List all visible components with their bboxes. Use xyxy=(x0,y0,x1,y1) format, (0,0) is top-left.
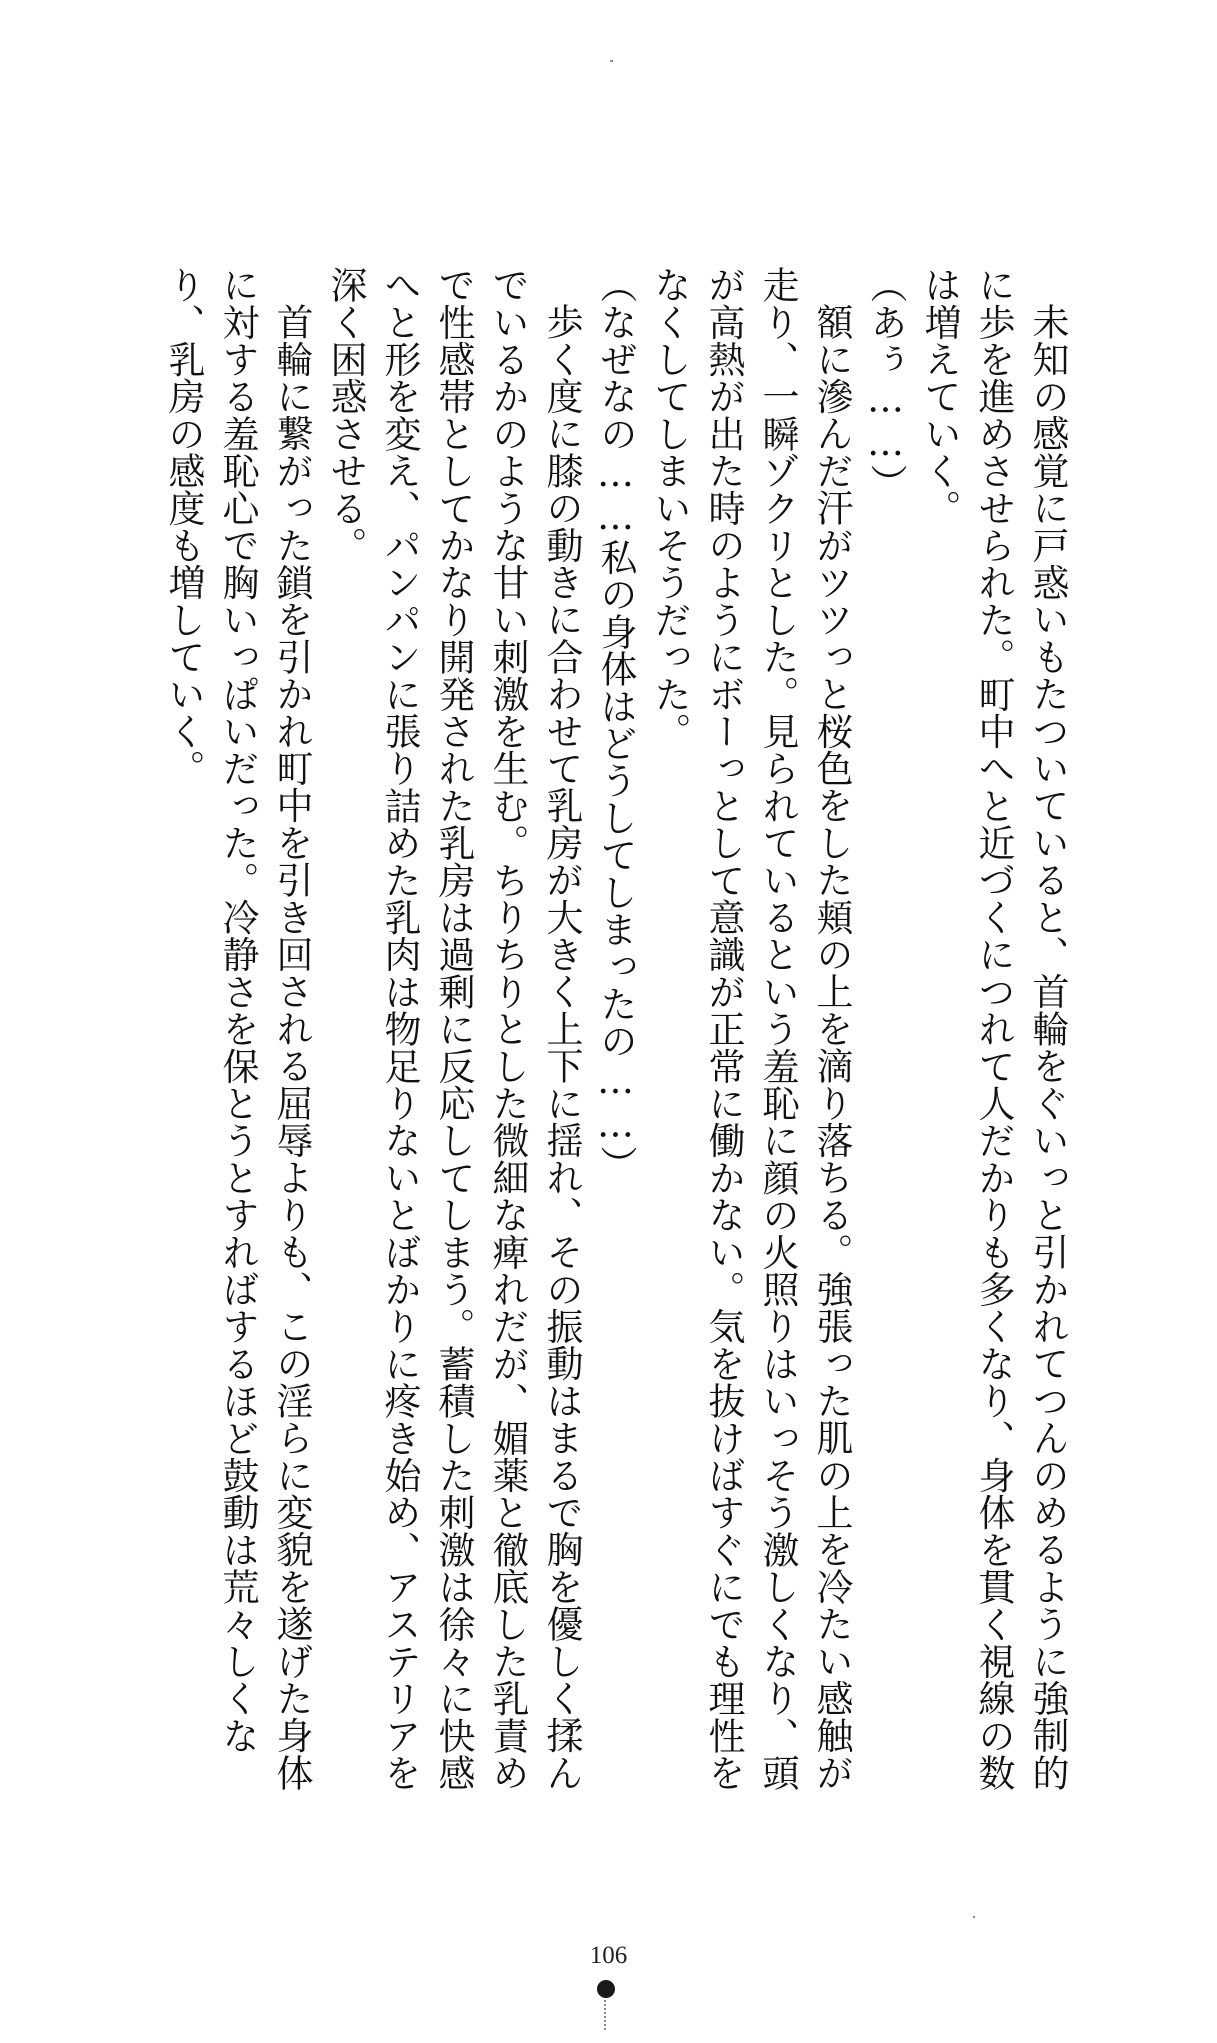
dotted-line-ornament xyxy=(604,2000,608,2030)
body-text xyxy=(84,266,1074,1796)
paragraph: 歩く度に膝の動きに合わせて乳房が大きく上下に揺れ、その振動はまるで胸を優しく揉んでいるかのような甘い刺激を生む。ちりちりとした微細な痺れだが、媚薬と徹底した乳責めで性感帯としてかなり開発された乳房は過剰に反応してしまう。蓄積した刺激は徐々に快感へと形を変え、パンパンに張り詰めた乳肉は物足りないとばかりに疼き始め、アステリアを深く困惑させる。 xyxy=(324,266,583,1792)
paragraph: 額に滲んだ汗がツツっと桜色をした頬の上を滴り落ちる。強張った肌の上を冷たい感触が走り、一瞬ゾクリとした。見られているという羞恥に顔の火照りはいっそう激しくなり、頭が高熱が出た時のようにボーっとして意識が正常に働かない。気を抜けばすぐにでも理性をなくしてしまいそうだった。 xyxy=(648,266,853,1792)
page-number: 106 xyxy=(589,1942,628,1969)
paragraph: 首輪に繋がった鎖を引かれ町中を引き回される屈辱よりも、この淫らに変貌を遂げた身体に対する羞恥心で胸いっぱいだった。冷静さを保とうとすればするほど鼓動は荒々しくなり、乳房の感度も増していく。 xyxy=(162,266,313,1791)
dialogue-line: （あぅ……） xyxy=(864,266,907,502)
paragraph: 未知の感覚に戸惑いもたついていると、首輪をぐいっと引かれてつんのめるように強制的に歩を進めさせられた。町中へと近づくにつれて人だかりも多くなり、身体を貫く視線の数は増えていく。 xyxy=(918,266,1069,1792)
scan-speck xyxy=(973,1916,975,1918)
dialogue-line: （なぜなの……私の身体はどうしてしまったの……） xyxy=(594,266,637,1183)
scan-speck xyxy=(610,60,613,62)
bullet-dot-icon xyxy=(597,1980,615,1998)
